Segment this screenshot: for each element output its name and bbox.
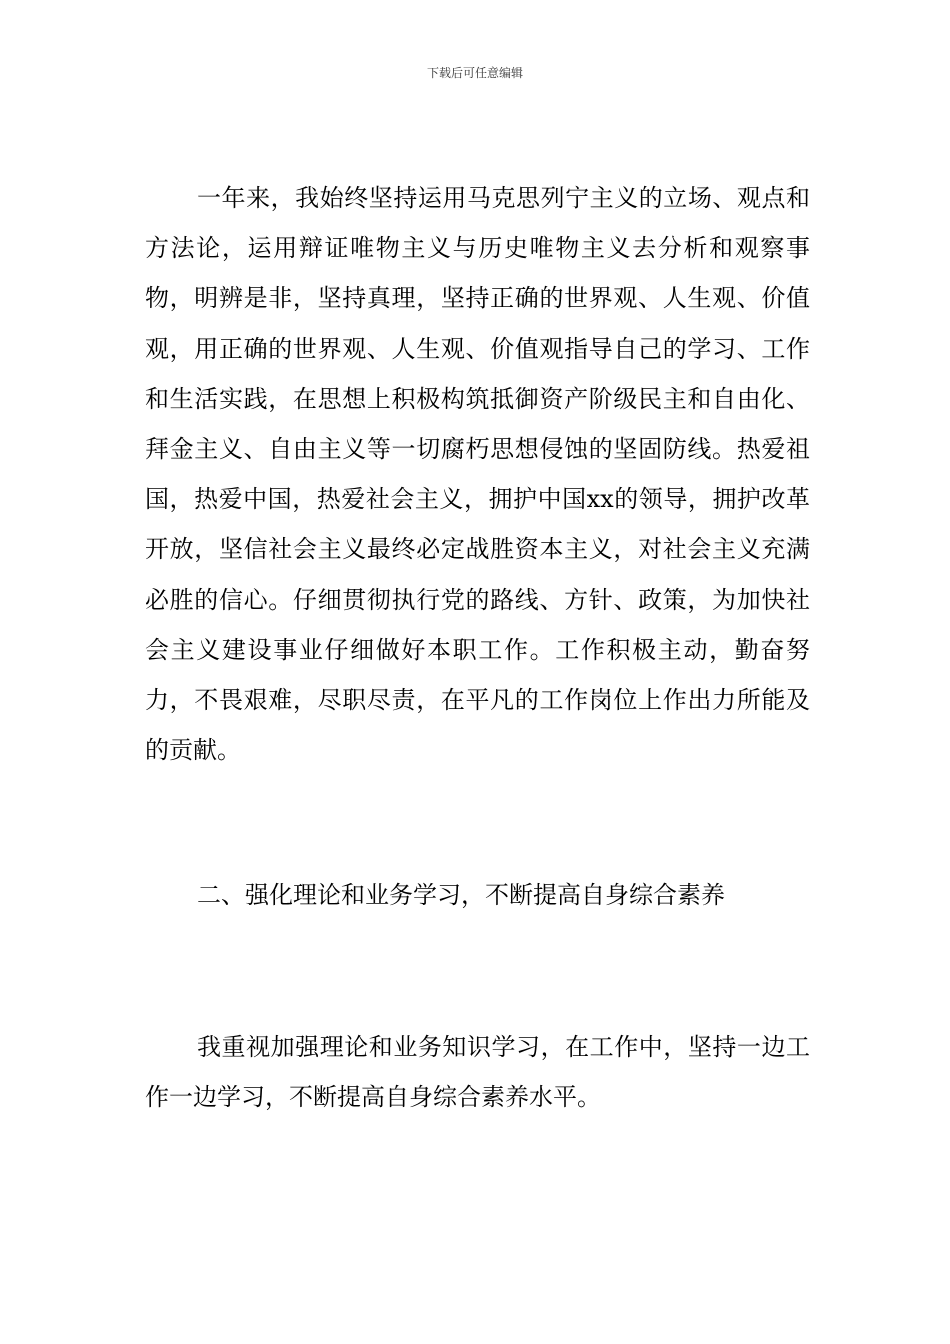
header-note: 下载后可任意编辑	[426, 66, 523, 80]
body-paragraph-1: 一年来，我始终坚持运用马克思列宁主义的立场、观点和方法论，运用辩证唯物主义与历史唯物主义去分析和观察事物，明辨是非，坚持真理，坚持正确的世界观、人生观、价值观，用正确的世界观、人生观、价值观指导自己的学习、工作和生活实践，在思想上积极构筑抵御资产阶级民主和自由化、拜金主义、自由主义等一切腐朽思想侵蚀的坚固防线。热爱祖国，热爱中国，热爱社会主义，拥护中国xx的领导，拥护改革开放，坚信社会主义最终必定战胜资本主义，对社会主义充满必胜的信心。仔细贯彻执行党的路线、方针、政策，为加快社会主义建设事业仔细做好本职工作。工作积极主动，勤奋努力，不畏艰难，尽职尽责，在平凡的工作岗位上作出力所能及的贡献。	[145, 184, 810, 765]
section-heading-2: 二、强化理论和业务学习，不断提高自身综合素养	[197, 881, 725, 909]
body-paragraph-2: 我重视加强理论和业务知识学习，在工作中，坚持一边工作一边学习，不断提高自身综合素养水平。	[145, 1033, 810, 1112]
